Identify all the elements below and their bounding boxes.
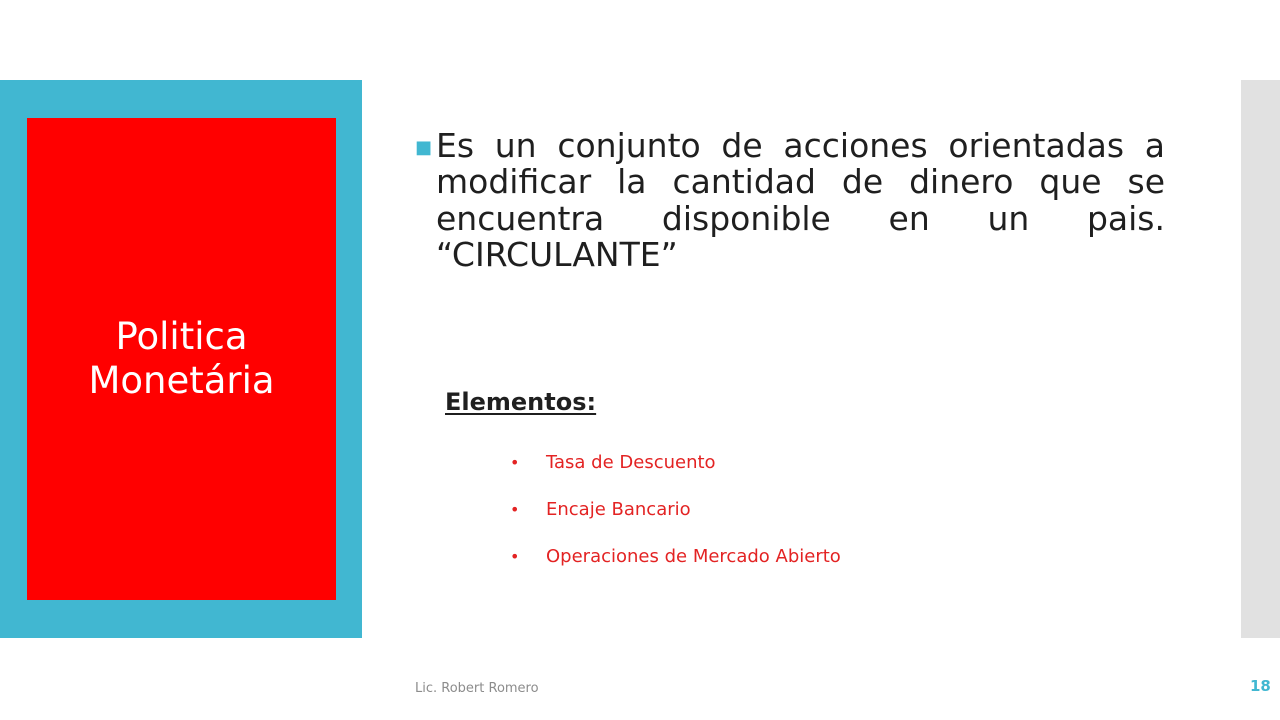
left-teal-panel	[0, 80, 362, 638]
right-gray-bar	[1241, 80, 1280, 638]
square-bullet-icon: ■	[415, 137, 433, 158]
element-label: Operaciones de Mercado Abierto	[546, 546, 841, 567]
elements-list	[510, 449, 841, 590]
list-item	[510, 543, 841, 590]
element-label: Encaje Bancario	[546, 499, 691, 520]
elements-heading: Elementos:	[445, 388, 597, 416]
main-bullet-paragraph	[415, 128, 1165, 273]
element-label: Tasa de Descuento	[546, 452, 716, 473]
title-box	[27, 118, 336, 600]
bullet-icon: •	[510, 547, 520, 566]
bullet-icon: •	[510, 500, 520, 519]
footer-author: Lic. Robert Romero	[415, 681, 539, 696]
main-paragraph: Es un conjunto de acciones orientadas a modificar la cantidad de dinero que se encuentra disponible en un pais. “CIRCULANTE”	[436, 126, 1165, 274]
list-item	[510, 496, 841, 543]
page-number: 18	[1250, 677, 1271, 695]
list-item	[510, 449, 841, 496]
slide-title: Politica Monetária	[88, 314, 275, 402]
bullet-icon: •	[510, 453, 520, 472]
